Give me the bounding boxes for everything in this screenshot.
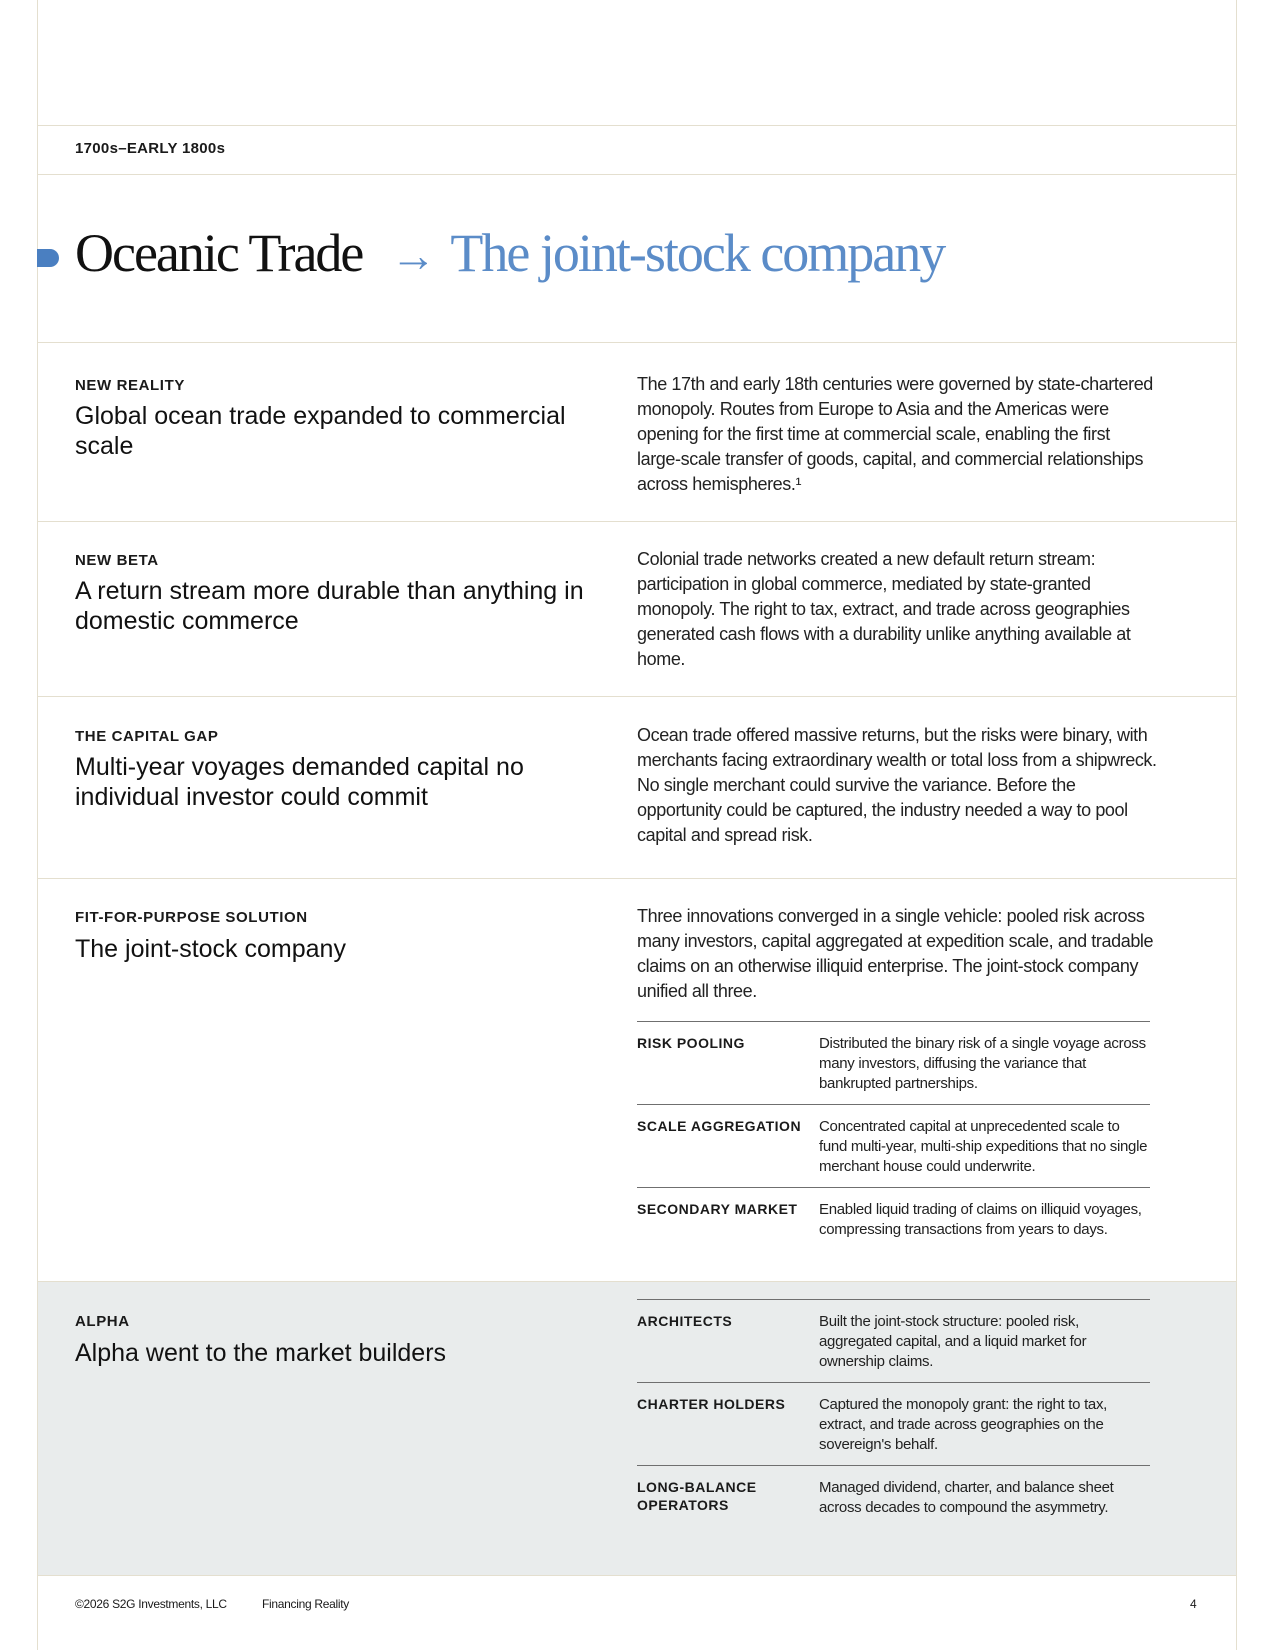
divider: [37, 125, 1237, 126]
divider: [37, 1575, 1237, 1576]
table-row-key: RISK POOLING: [637, 1035, 745, 1051]
table-row-value: Concentrated capital at unprecedented scale to fund multi-year, multi-ship expeditions that no single merchant house could underwrite.: [819, 1118, 1148, 1175]
table-row: [637, 1382, 1150, 1465]
era-label: 1700s–EARLY 1800s: [75, 140, 226, 157]
section-label: ALPHA: [75, 1313, 130, 1330]
section-heading: The joint-stock company: [75, 935, 346, 963]
section-body: Three innovations converged in a single vehicle: pooled risk across many investors, capital aggregated at expedition scale, and tradable claims on an otherwise illiquid enterprise. The joint-stock company unified all three.: [637, 906, 1154, 1001]
section-label: NEW REALITY: [75, 377, 185, 394]
section-heading: Alpha went to the market builders: [75, 1339, 447, 1367]
footer-document-title: Financing Reality: [262, 1597, 349, 1611]
table-row-key: LONG-BALANCE OPERATORS: [637, 1479, 757, 1513]
solution-table: [637, 1021, 1150, 1270]
section-label: NEW BETA: [75, 552, 159, 569]
section-label: THE CAPITAL GAP: [75, 728, 219, 745]
divider: [37, 342, 1237, 343]
page-number: 4: [1190, 1597, 1197, 1611]
table-row-value: Enabled liquid trading of claims on illiquid voyages, compressing transactions from years to days.: [819, 1201, 1142, 1238]
divider: [37, 1281, 1237, 1282]
table-row: [637, 1104, 1150, 1187]
table-row-key: SCALE AGGREGATION: [637, 1118, 802, 1134]
title-subtitle: The joint-stock company: [450, 223, 945, 283]
table-row-key: CHARTER HOLDERS: [637, 1396, 786, 1412]
table-row-key: SECONDARY MARKET: [637, 1201, 798, 1217]
table-row-value: Captured the monopoly grant: the right to tax, extract, and trade across geographies on the sovereign's behalf.: [819, 1396, 1108, 1453]
divider: [37, 878, 1237, 879]
arrow-right-icon: →: [390, 230, 437, 281]
alpha-table: [637, 1299, 1150, 1548]
section-heading: Multi-year voyages demanded capital no individual investor could commit: [75, 753, 524, 811]
title-marker-icon: [37, 249, 59, 267]
table-row-value: Managed dividend, charter, and balance sheet across decades to compound the asymmetry.: [819, 1479, 1114, 1516]
section-body: Ocean trade offered massive returns, but the risks were binary, with merchants facing extraordinary wealth or total loss from a shipwreck. No single merchant could survive the variance. Before the opportunity could be captured, the industry needed a way to pool capital and spread risk.: [637, 725, 1157, 845]
section-heading: Global ocean trade expanded to commercial scale: [75, 402, 566, 460]
page-title: [75, 222, 944, 292]
title-main: Oceanic Trade: [75, 223, 363, 283]
section-label: FIT-FOR-PURPOSE SOLUTION: [75, 909, 308, 926]
section-body: Colonial trade networks created a new default return stream: participation in global commerce, mediated by state-granted monopoly. The right to tax, extract, and trade across geographies generated cash flows with a durability unlike anything available at home.: [637, 549, 1131, 669]
section-heading: A return stream more durable than anything in domestic commerce: [75, 577, 584, 635]
table-row: [637, 1187, 1150, 1270]
divider: [37, 696, 1237, 697]
table-row: [637, 1021, 1150, 1104]
divider: [37, 521, 1237, 522]
table-row: [637, 1465, 1150, 1548]
section-body: The 17th and early 18th centuries were governed by state-chartered monopoly. Routes from Europe to Asia and the Americas were opening for the first time at commercial scale, enabling the first large-scale transfer of goods, capital, and commercial relationships across hemispheres.¹: [637, 374, 1153, 494]
table-row-value: Built the joint-stock structure: pooled risk, aggregated capital, and a liquid market for ownership claims.: [819, 1313, 1087, 1370]
table-row-value: Distributed the binary risk of a single voyage across many investors, diffusing the variance that bankrupted partnerships.: [819, 1035, 1146, 1092]
table-row: [637, 1299, 1150, 1382]
divider: [37, 174, 1237, 175]
footer-copyright: ©2026 S2G Investments, LLC: [75, 1597, 227, 1611]
table-row-key: ARCHITECTS: [637, 1313, 733, 1329]
